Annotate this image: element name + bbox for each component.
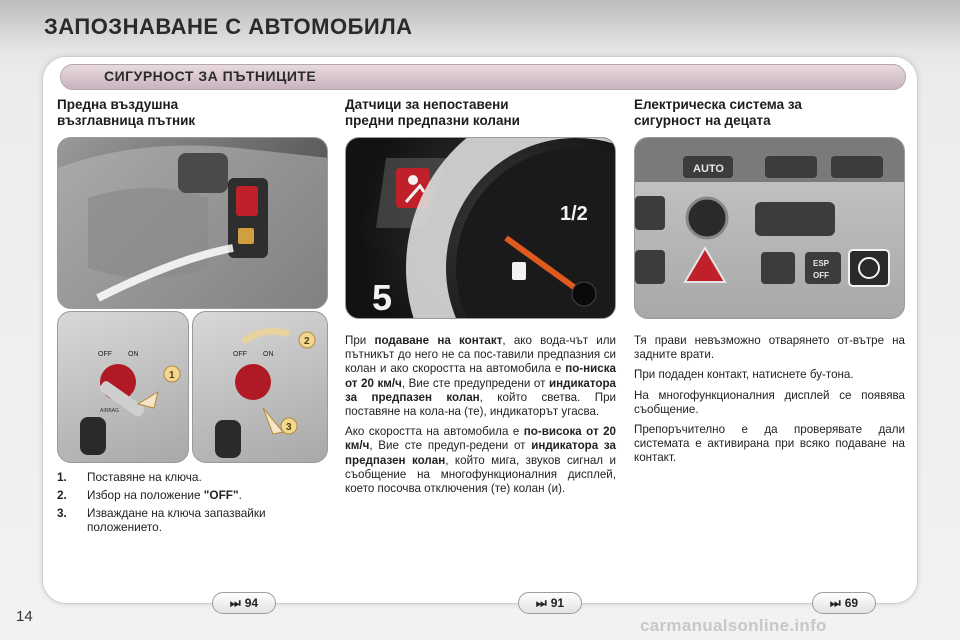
air-flow-button	[831, 156, 883, 178]
airbag-switch-step1-image	[57, 311, 189, 463]
col3-paragraph-3: На многофункционалния дисплей се появява съобщение.	[634, 388, 905, 416]
seatbelt-gauge-image	[345, 137, 616, 319]
child-lock-button	[849, 250, 889, 286]
col2-paragraph-1: При подаване на контакт, ако вода-чът или пътникът до него не са пос-тавили предпазния си колан и ако скоростта на автомобила е по-ниска от 20 км/ч, Вие сте предупредени от индикатора за предпазен колан, който светва. При поставяне на кола-на (те), индикаторът угасва.	[345, 334, 617, 419]
fast-forward-icon: ⏭	[535, 595, 547, 610]
switch-airbag-label: AIRBAG	[100, 408, 119, 414]
list-item: 3. Изваждане на ключа запазвайки положението.	[57, 506, 266, 534]
switch-off-label-2: OFF	[233, 351, 247, 358]
esp-label: ESP	[813, 259, 830, 268]
switch-on-label-2: ON	[263, 351, 274, 358]
col1-title-line2: възглавница пътник	[57, 113, 196, 128]
col2-title-line2: предни предпазни колани	[345, 113, 520, 128]
gauge-speed-label: 5	[372, 277, 393, 318]
step3-marker: 3	[286, 422, 292, 433]
airbag-warning-icon	[236, 186, 258, 216]
list-item: 2. Избор на положение "OFF".	[57, 488, 242, 502]
page-link-91[interactable]: ⏭ 91	[518, 592, 582, 614]
col2-body	[345, 334, 616, 502]
col3-body	[634, 334, 905, 472]
gauge-half-label: 1/2	[560, 203, 588, 225]
airbag-switch-knob-2	[235, 364, 271, 400]
col2-paragraph-2: Ако скоростта на автомобила е по-висока от 20 км/ч, Вие сте предуп-редени от индикатора за предпазен колан, който мига, звуков сигнал и съобщение на многофункционалния дисплей, което посочва отключения (те) колан (и).	[345, 425, 617, 496]
col3-paragraph-1: Тя прави невъзможно отварянето от-вътре на задните врати.	[634, 334, 905, 362]
fan-knob	[687, 198, 727, 238]
section-title: СИГУРНОСТ ЗА ПЪТНИЦИТЕ	[104, 68, 317, 84]
key-fob-icon	[80, 417, 106, 455]
col2-title	[345, 97, 520, 129]
dashboard-illustration	[58, 138, 328, 309]
step2-marker: 2	[304, 336, 310, 347]
switch-on-label: ON	[128, 351, 139, 358]
fast-forward-icon: ⏭	[229, 595, 241, 610]
col3-title-line1: Електрическа система за	[634, 97, 802, 112]
col3-title	[634, 97, 802, 129]
airbag-status-icon	[238, 228, 254, 244]
list-item: 1. Поставяне на ключа.	[57, 470, 202, 484]
fuel-pump-icon	[512, 262, 526, 280]
child-safety-panel-image	[634, 137, 905, 319]
step1-marker: 1	[169, 370, 175, 381]
switch-off-label: OFF	[98, 351, 112, 358]
col1-title	[57, 97, 195, 129]
key-fob-icon-2	[215, 420, 241, 458]
recirculation-button	[765, 156, 817, 178]
seat-airflow-button	[755, 202, 835, 236]
col3-title-line2: сигурност на децата	[634, 113, 771, 128]
col3-paragraph-2: При подаден контакт, натиснете бу-тона.	[634, 368, 854, 382]
airbag-steps-list	[57, 470, 325, 538]
page-link-94[interactable]: ⏭ 94	[212, 592, 276, 614]
airbag-switch-step23-image	[192, 311, 328, 463]
esp-off-label: OFF	[813, 271, 829, 280]
auto-button-label: AUTO	[693, 163, 724, 175]
col3-paragraph-4: Препоръчително е да проверявате дали системата е активирана при всяко подаване на контакт.	[634, 423, 905, 465]
page-title: ЗАПОЗНАВАНЕ С АВТОМОБИЛА	[44, 14, 413, 39]
page-link-69[interactable]: ⏭ 69	[812, 592, 876, 614]
col1-title-line1: Предна въздушна	[57, 97, 179, 112]
page-number: 14	[16, 608, 33, 625]
watermark: carmanualsonline.info	[640, 616, 827, 635]
col2-title-line1: Датчици за непоставени	[345, 97, 509, 112]
fast-forward-icon: ⏭	[829, 595, 841, 610]
airbag-dashboard-image	[57, 137, 328, 309]
hazard-icon	[685, 248, 725, 282]
